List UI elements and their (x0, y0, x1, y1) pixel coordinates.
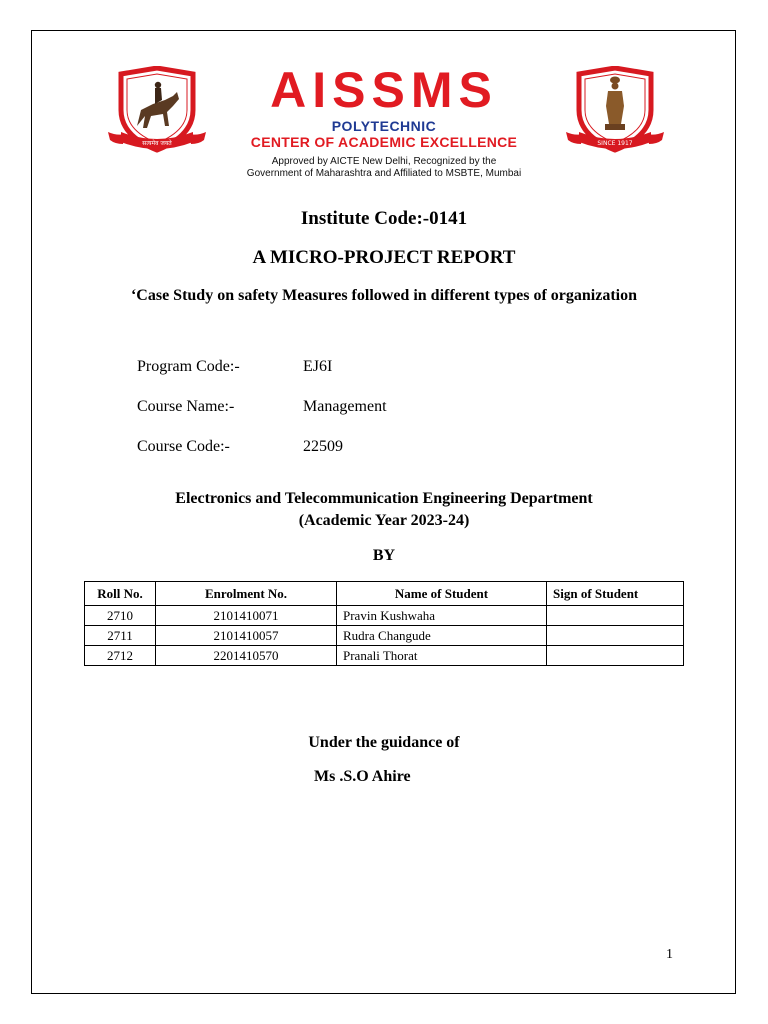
academic-year: (Academic Year 2023-24) (298, 512, 470, 529)
roll-no-cell: 2710 (85, 606, 156, 626)
approval-line-1: Approved by AICTE New Delhi, Recognized by the (271, 156, 497, 167)
brand-name: AISSMS (270, 62, 498, 118)
page-number: 1 (666, 947, 673, 962)
student-name-cell: Pranali Thorat (337, 646, 547, 666)
student-name-cell: Pravin Kushwaha (337, 606, 547, 626)
student-name-cell: Rudra Changude (337, 626, 547, 646)
right-crest-motto: SINCE 1917 (597, 140, 633, 147)
by-heading: BY (372, 547, 396, 564)
table-row (85, 626, 684, 646)
student-sign-cell (547, 606, 684, 626)
brand-tagline: CENTER OF ACADEMIC EXCELLENCE (250, 134, 518, 150)
guidance-label: Under the guidance of (308, 734, 460, 751)
header-roll-no: Roll No. (85, 582, 156, 606)
brand-subtitle: POLYTECHNIC (331, 118, 437, 134)
shivaji-crest-logo (107, 66, 207, 156)
course-code-value: 22509 (303, 438, 343, 455)
approval-line-2: Government of Maharashtra and Affiliated to MSBTE, Mumbai (246, 168, 522, 179)
guide-name: Ms .S.O Ahire (314, 768, 411, 785)
enrolment-no-cell: 2201410570 (156, 646, 337, 666)
project-subject: ‘Case Study on safety Measures followed in different types of organization (130, 287, 638, 304)
header-enrolment-no: Enrolment No. (156, 582, 337, 606)
header-student-sign: Sign of Student (547, 582, 684, 606)
header-student-name: Name of Student (337, 582, 547, 606)
institute-code: Institute Code:-0141 (300, 208, 468, 229)
course-name-value: Management (303, 398, 387, 415)
student-sign-cell (547, 646, 684, 666)
roll-no-cell: 2712 (85, 646, 156, 666)
program-code-value: EJ6I (303, 358, 333, 375)
enrolment-no-cell: 2101410057 (156, 626, 337, 646)
course-code-label: Course Code:- (137, 438, 230, 455)
institute-brand (228, 64, 540, 180)
student-table (84, 581, 684, 666)
program-code-label: Program Code:- (137, 358, 240, 375)
enrolment-no-cell: 2101410071 (156, 606, 337, 626)
course-name-label: Course Name:- (137, 398, 235, 415)
left-crest-motto: सत्यमेव जयते (142, 140, 172, 147)
report-title: A MICRO-PROJECT REPORT (252, 247, 516, 268)
student-sign-cell (547, 626, 684, 646)
table-row (85, 606, 684, 626)
table-header-row (85, 582, 684, 606)
table-row (85, 646, 684, 666)
founder-crest-logo (565, 66, 665, 156)
department-name: Electronics and Telecommunication Engineering Department (175, 490, 593, 507)
roll-no-cell: 2711 (85, 626, 156, 646)
